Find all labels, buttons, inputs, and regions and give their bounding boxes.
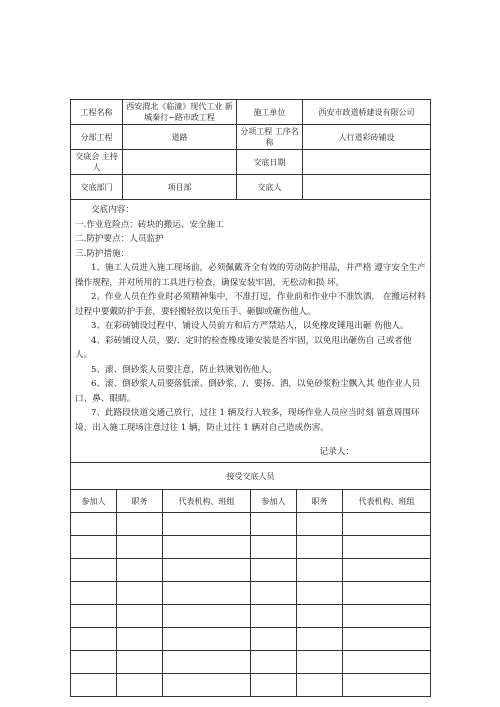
sign-cell[interactable] [251,582,297,605]
table-row [71,513,431,536]
sign-cell[interactable] [71,605,117,628]
col-position: 职务 [117,490,163,513]
sign-cell[interactable] [71,674,117,697]
sign-cell[interactable] [297,559,343,582]
sign-cell[interactable] [117,674,163,697]
content-line: 1、施工人员进入施工现场前，必须佩戴齐全有效的劳动防护用品，并严格 遵守安全生产操作规程，并对所用的工具进行检查，确保安装牢固，无松动和损 坏。 [75,263,426,288]
sign-title: 接受交底人员 [71,463,431,490]
content-line: 4、彩砖铺设人员，要/、定时的检查橡皮锤安装是否牢固，以免甩出砸伤自 己或者他人。 [75,335,412,360]
sign-cell[interactable] [163,605,251,628]
table-row [71,674,431,697]
date-label: 交底日期 [237,150,303,175]
sign-cell[interactable] [297,582,343,605]
date-value[interactable] [303,150,431,175]
content-line: 5、滚、倒砂浆人员要注意，防止铁锹划伤他人。 [91,364,277,375]
sign-cell[interactable] [343,536,431,559]
sign-cell[interactable] [163,559,251,582]
table-row [71,605,431,628]
sign-cell[interactable] [251,559,297,582]
content-line: 二.防护要点：人员监护 [75,234,164,244]
sign-cell[interactable] [117,513,163,536]
sign-cell[interactable] [71,582,117,605]
sign-cell[interactable] [117,651,163,674]
sign-cell[interactable] [343,559,431,582]
col-position: 职务 [297,490,343,513]
sign-cell[interactable] [163,651,251,674]
sign-cell[interactable] [251,674,297,697]
sign-cell[interactable] [163,536,251,559]
person-value[interactable] [303,175,431,200]
content-line: 7、此路段快道交通己放行，过往 1 辆及行人较多，现场作业人员应当时刻 留意周围环境，出入施工现场注意过往 1 辆，防止过往 1 辆对自己造成伤害。 [75,408,420,433]
sign-cell[interactable] [251,513,297,536]
col-org: 代表机构、班组 [163,490,251,513]
sign-cell[interactable] [297,651,343,674]
table-row [71,651,431,674]
sign-cell[interactable] [343,674,431,697]
construction-unit-label: 施工单位 [237,100,303,125]
sign-cell[interactable] [163,582,251,605]
content-line: 3、在彩砖铺设过程中，铺设人员前方和后方严禁站人，以免橡皮锤甩出砸 伤他人。 [91,321,409,331]
sign-cell[interactable] [163,674,251,697]
construction-unit-value: 西安市政道桥建设有限公司 [303,100,431,125]
project-label: 工程名称 [71,100,123,125]
header-table [70,99,431,463]
meeting-host-label: 交底会 主持人 [71,150,123,175]
sign-cell[interactable] [251,651,297,674]
table-row [71,628,431,651]
sign-cell[interactable] [117,536,163,559]
recorder-label: 记录人： [319,447,354,457]
disclosure-form [70,99,430,697]
department-value: 项目部 [123,175,237,200]
sign-cell[interactable] [117,628,163,651]
table-row [71,559,431,582]
content-line: 2、作业人员在作业时必须精神集中，不准打逗，作业前和作业中不准饮酒， 在搬运材料过程中要戴防护手套，要轻搬轻放以免压手、砸脚或砸伤他人。 [75,292,426,317]
content-line: 三.防护措施： [75,248,130,259]
sign-cell[interactable] [71,628,117,651]
sign-cell[interactable] [343,651,431,674]
sign-cell[interactable] [117,605,163,628]
division-value: 道路 [123,125,237,150]
table-row [71,582,431,605]
col-org: 代表机构、班组 [343,490,431,513]
department-label: 交底部门 [71,175,123,200]
sign-cell[interactable] [343,628,431,651]
sign-cell[interactable] [117,582,163,605]
table-row [71,536,431,559]
content-heading: 交底内容： [91,205,134,215]
sign-cell[interactable] [343,605,431,628]
sign-cell[interactable] [251,536,297,559]
col-participant: 参加人 [251,490,297,513]
col-participant: 参加人 [71,490,117,513]
sign-cell[interactable] [251,605,297,628]
sign-cell[interactable] [297,674,343,697]
meeting-host-value[interactable] [123,150,237,175]
sign-cell[interactable] [163,513,251,536]
sign-cell[interactable] [71,513,117,536]
sign-cell[interactable] [251,628,297,651]
division-label: 分部工程 [71,125,123,150]
person-label: 交底人 [237,175,303,200]
sign-cell[interactable] [71,559,117,582]
sign-table [70,463,431,697]
project-value: 西安渭北《临潼》现代工业 新城秦行~路市政工程 [123,100,237,125]
sign-cell[interactable] [297,628,343,651]
sign-cell[interactable] [343,513,431,536]
content-line: 一.作业危险点：砖块的搬运、安全施工 [75,219,224,230]
sign-cell[interactable] [117,559,163,582]
sign-cell[interactable] [297,513,343,536]
sign-cell[interactable] [71,651,117,674]
disclosure-content [71,200,431,463]
sign-cell[interactable] [163,628,251,651]
item-label: 分项工程 工序名称 [237,125,303,150]
sign-cell[interactable] [71,536,117,559]
content-line: 6、滚、倒砂浆人员要落低滚、倒砂浆，/、要扬、洒，以免砂浆粉尘飘入其 他作业人员口、鼻、眼睛。 [75,379,421,404]
sign-cell[interactable] [297,536,343,559]
sign-cell[interactable] [343,582,431,605]
item-value: 人行道彩砖铺设 [303,125,431,150]
sign-cell[interactable] [297,605,343,628]
